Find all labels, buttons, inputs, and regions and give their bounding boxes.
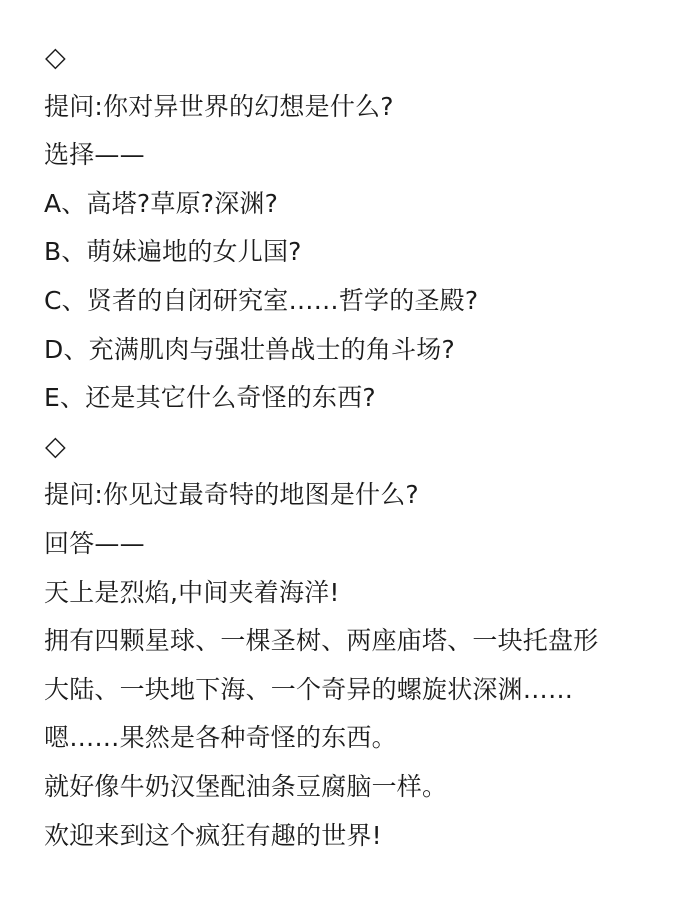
question-2: 提问:你见过最奇特的地图是什么? <box>44 480 419 510</box>
answer-line: 拥有四颗星球、一棵圣树、两座庙塔、一块托盘形 <box>44 626 599 656</box>
option-d: D、充满肌肉与强壮兽战士的角斗场? <box>44 334 455 364</box>
answer-line: 就好像牛奶汉堡配油条豆腐脑一样。 <box>44 771 448 801</box>
diamond-icon: ◇ <box>45 42 66 73</box>
answer-line: 欢迎来到这个疯狂有趣的世界! <box>44 820 382 850</box>
question-1: 提问:你对异世界的幻想是什么? <box>44 91 394 121</box>
answer-line: 大陆、一块地下海、一个奇异的螺旋状深渊…… <box>44 674 574 704</box>
diamond-icon: ◇ <box>45 430 66 462</box>
option-b: B、萌妹遍地的女儿国? <box>44 237 302 267</box>
answer-header: 回答—— <box>44 528 145 558</box>
answer-line: 嗯……果然是各种奇怪的东西。 <box>44 723 397 753</box>
choice-header: 选择—— <box>44 140 145 170</box>
option-a: A、高塔?草原?深渊? <box>44 188 279 218</box>
answer-line: 天上是烈焰,中间夹着海洋! <box>44 577 340 607</box>
option-c: C、贤者的自闭研究室……哲学的圣殿? <box>44 285 479 315</box>
option-e: E、还是其它什么奇怪的东西? <box>44 383 376 413</box>
